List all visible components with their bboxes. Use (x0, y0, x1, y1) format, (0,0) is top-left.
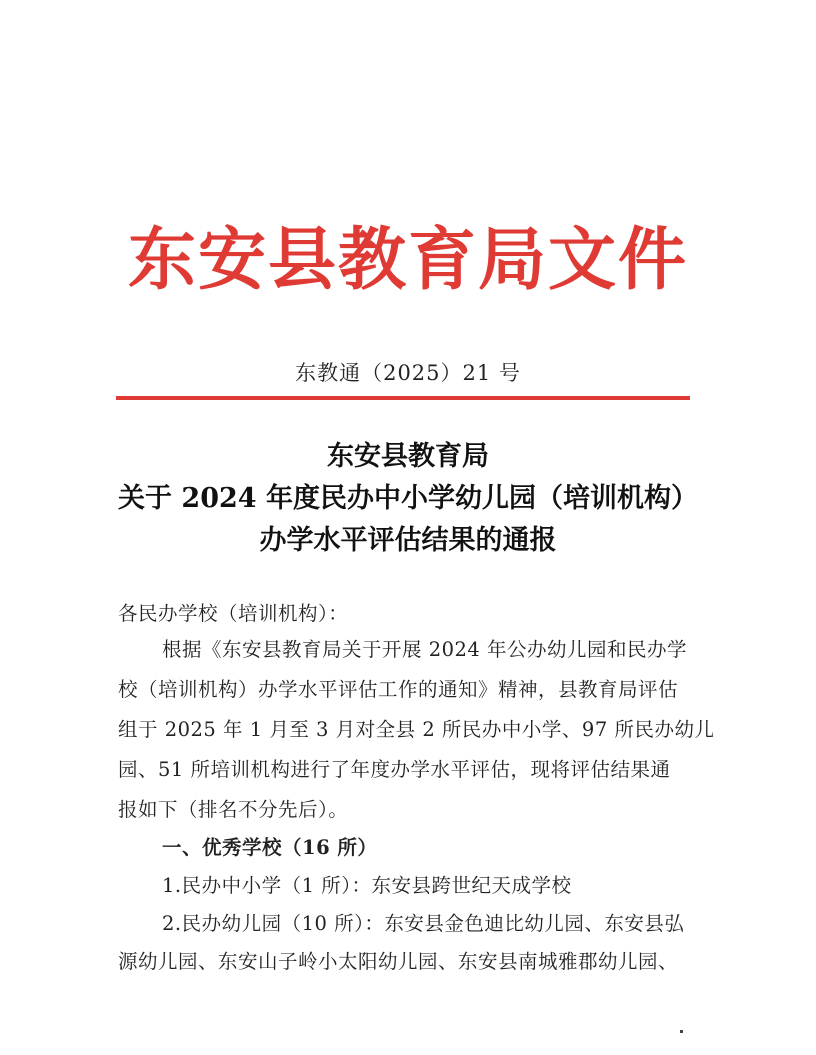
page-mark (680, 1030, 683, 1033)
list-item: 2.民办幼儿园（10 所）：东安县金色迪比幼儿园、东安县弘 (162, 912, 685, 935)
section-heading: 一、优秀学校（16 所） (162, 836, 378, 859)
title-line-1: 东安县教育局 (327, 441, 489, 472)
paragraph-line: 校（培训机构）办学水平评估工作的通知》精神，县教育局评估 (118, 678, 679, 701)
paragraph-line: 园、51 所培训机构进行了年度办学水平评估，现将评估结果通 (118, 758, 671, 781)
masthead-title: 东安县教育局文件 (127, 220, 688, 300)
paragraph-line: 组于 2025 年 1 月至 3 月对全县 2 所民办中小学、97 所民办幼儿 (118, 718, 715, 741)
salutation: 各民办学校（培训机构）： (118, 602, 349, 625)
paragraph-line: 根据《东安县教育局关于开展 2024 年公办幼儿园和民办学 (162, 638, 688, 661)
red-divider (116, 396, 690, 400)
list-item-continuation: 源幼儿园、东安山子岭小太阳幼儿园、东安县南城雅郡幼儿园、 (118, 950, 679, 973)
document-number: 东教通（2025）21 号 (295, 361, 521, 385)
title-line-3: 办学水平评估结果的通报 (259, 525, 557, 556)
list-item: 1.民办中小学（1 所）：东安县跨世纪天成学校 (162, 874, 572, 897)
paragraph-line: 报如下（排名不分先后）。 (118, 798, 349, 821)
title-line-2: 关于 2024 年度民办中小学幼儿园（培训机构） (118, 483, 698, 514)
